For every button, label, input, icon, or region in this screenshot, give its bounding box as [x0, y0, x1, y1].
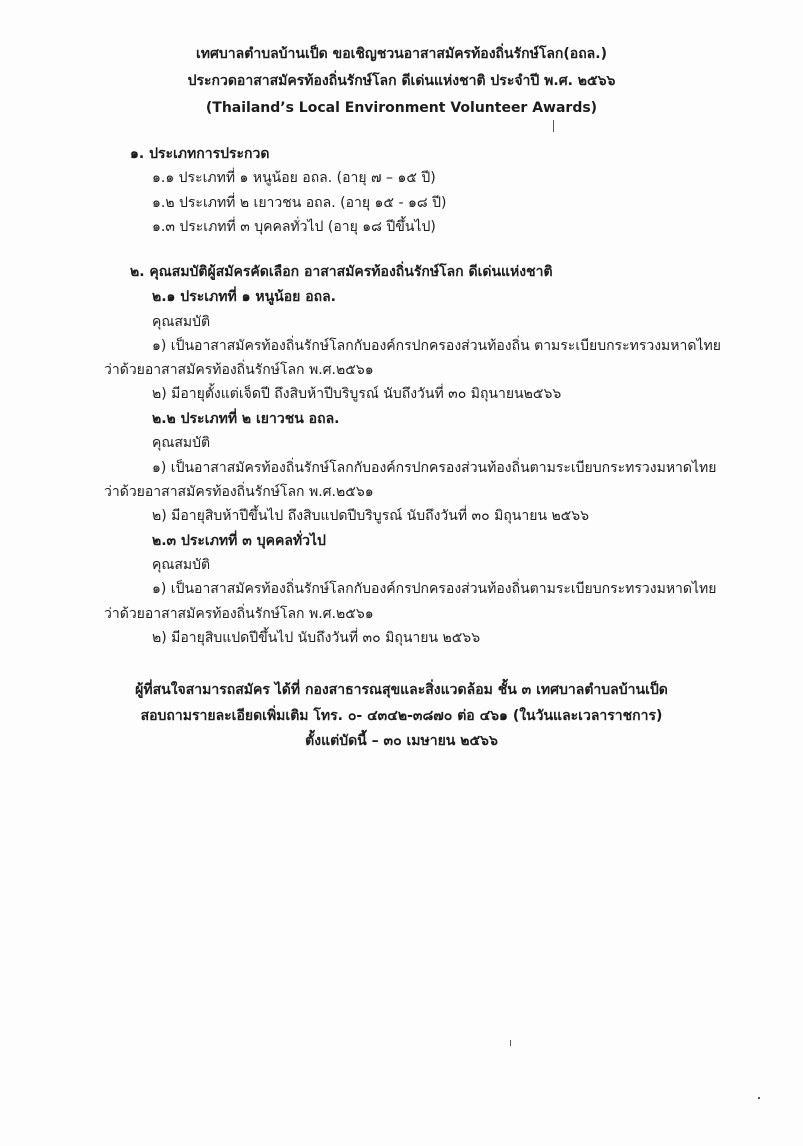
section2-sub3-label: คุณสมบัติ — [152, 557, 211, 573]
section1-item-1: ๑.๑ ประเภทที่ ๑ หนูน้อย อถล. (อายุ ๗ – ๑๕ ปี) — [152, 170, 436, 186]
section2-title: ๒. คุณสมบัติผู้สมัครคัดเลือก อาสาสมัครท้องถิ่นรักษ์โลก ดีเด่นแห่งชาติ — [130, 264, 553, 280]
header-line-3: (Thailand’s Local Environment Volunteer Awards) — [205, 100, 598, 116]
section2-sub3-criteria-1b: ว่าด้วยอาสาสมัครท้องถิ่นรักษ์โลก พ.ศ.๒๕๖๑ — [104, 606, 374, 622]
section1-item-3: ๑.๓ ประเภทที่ ๓ บุคคลทั่วไป (อายุ ๑๘ ปีขึ้นไป) — [152, 219, 436, 235]
scan-mark — [758, 1097, 760, 1099]
section2-sub2-criteria-1a: ๑) เป็นอาสาสมัครท้องถิ่นรักษ์โลกกับองค์กรปกครองส่วนท้องถิ่นตามระเบียบกระทรวงมหาดไทย — [152, 460, 717, 476]
section2-sub2-criteria-1b: ว่าด้วยอาสาสมัครท้องถิ่นรักษ์โลก พ.ศ.๒๕๖๑ — [104, 484, 374, 500]
section2-sub3-criteria-1a: ๑) เป็นอาสาสมัครท้องถิ่นรักษ์โลกกับองค์กรปกครองส่วนท้องถิ่นตามระเบียบกระทรวงมหาดไทย — [152, 581, 717, 597]
section2-sub1-label: คุณสมบัติ — [152, 314, 211, 330]
section2-sub2-label: คุณสมบัติ — [152, 435, 211, 451]
footer-line-1: ผู้ที่สนใจสามารถสมัคร ได้ที่ กองสาธารณสุขและสิ่งแวดล้อม ชั้น ๓ เทศบาลตำบลบ้านเป็ด — [135, 682, 668, 698]
section2-sub3-heading: ๒.๓ ประเภทที่ ๓ บุคคลทั่วไป — [152, 533, 326, 549]
header-line-1: เทศบาลตำบลบ้านเป็ด ขอเชิญชวนอาสาสมัครท้องถิ่นรักษ์โลก(อถล.) — [196, 46, 607, 62]
footer-line-2: สอบถามรายละเอียดเพิ่มเติม โทร. ๐- ๔๓๔๒-๓๘๗๐ ต่อ ๔๖๑ (ในวันและเวลาราชการ) — [140, 708, 663, 724]
scan-mark — [510, 1040, 511, 1046]
header-line-2: ประกวดอาสาสมัครท้องถิ่นรักษ์โลก ดีเด่นแห่งชาติ ประจำปี พ.ศ. ๒๕๖๖ — [187, 73, 616, 89]
section2-sub1-criteria-1b: ว่าด้วยอาสาสมัครท้องถิ่นรักษ์โลก พ.ศ.๒๕๖๑ — [104, 362, 374, 378]
section2-sub1-criteria-1a: ๑) เป็นอาสาสมัครท้องถิ่นรักษ์โลกกับองค์กรปกครองส่วนท้องถิ่น ตามระเบียบกระทรวงมหาดไทย — [152, 338, 721, 354]
section2-sub3-criteria-2: ๒) มีอายุสิบแปดปีขึ้นไป นับถึงวันที่ ๓๐ มิถุนายน ๒๕๖๖ — [152, 630, 481, 646]
section2-sub2-heading: ๒.๒ ประเภทที่ ๒ เยาวชน อถล. — [152, 411, 340, 427]
footer-line-3: ตั้งแต่บัดนี้ – ๓๐ เมษายน ๒๕๖๖ — [305, 733, 498, 749]
section1-item-2: ๑.๒ ประเภทที่ ๒ เยาวชน อถล. (อายุ ๑๕ - ๑๘ ปี) — [152, 195, 447, 211]
section1-title: ๑. ประเภทการประกวด — [130, 146, 270, 162]
section2-sub2-criteria-2: ๒) มีอายุสิบห้าปีขึ้นไป ถึงสิบแปดปีบริบูรณ์ นับถึงวันที่ ๓๐ มิถุนายน ๒๕๖๖ — [152, 508, 590, 524]
scan-mark — [553, 120, 554, 132]
section2-sub1-criteria-2: ๒) มีอายุตั้งแต่เจ็ดปี ถึงสิบห้าปีบริบูรณ์ นับถึงวันที่ ๓๐ มิถุนายน๒๕๖๖ — [152, 386, 562, 402]
section2-sub1-heading: ๒.๑ ประเภทที่ ๑ หนูน้อย อถล. — [152, 289, 336, 305]
